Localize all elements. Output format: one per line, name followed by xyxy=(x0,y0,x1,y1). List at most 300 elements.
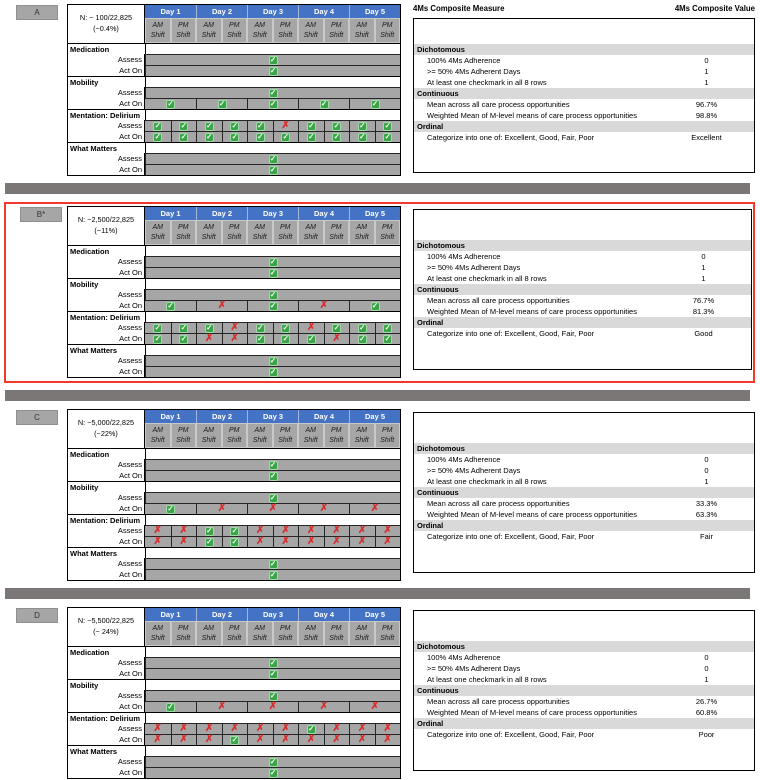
shift-header xyxy=(247,423,273,448)
check-icon: ✓ xyxy=(206,526,213,536)
shift-word-label: Shift xyxy=(227,634,242,642)
day-header: Day 3 xyxy=(247,5,298,18)
m-section-label: Mobility xyxy=(68,278,145,289)
check-icon: ✓ xyxy=(359,334,366,344)
shift-word-label: Shift xyxy=(354,233,369,241)
check-icon: ✓ xyxy=(384,132,391,142)
measure-section-header: Continuous xyxy=(414,487,754,498)
measure-item xyxy=(414,729,754,740)
check-icon: ✓ xyxy=(257,334,264,344)
mark-cell-shift xyxy=(324,322,350,333)
check-icon: ✓ xyxy=(359,132,366,142)
shift-period-label: PM xyxy=(331,22,342,30)
check-icon: ✓ xyxy=(282,132,289,142)
composite-measure-box xyxy=(413,412,755,573)
day-header: Day 5 xyxy=(349,5,400,18)
measure-item xyxy=(414,454,754,465)
shift-header xyxy=(324,423,350,448)
mark-cell-shift xyxy=(145,734,171,745)
shift-header xyxy=(171,220,197,245)
mark-cell-merged xyxy=(145,767,400,778)
shift-period-label: PM xyxy=(382,22,393,30)
check-icon: ✓ xyxy=(269,691,277,701)
shift-word-label: Shift xyxy=(329,31,344,39)
shift-word-label: Shift xyxy=(201,436,216,444)
composite-measure-title: 4Ms Composite Measure xyxy=(413,4,505,13)
mark-cell-shift xyxy=(222,120,248,131)
day-header: Day 2 xyxy=(196,207,247,220)
measure-item-label: Mean across all care process opportunities xyxy=(427,697,570,706)
measure-item-label: Categorize into one of: Excellent, Good, Fair, Poor xyxy=(427,329,595,338)
mark-cell-day xyxy=(247,701,298,712)
x-icon: ✗ xyxy=(256,734,265,745)
x-icon: ✗ xyxy=(281,120,290,131)
mark-cell-shift xyxy=(349,723,375,734)
mark-cell-shift xyxy=(349,333,375,344)
shift-header xyxy=(349,18,375,43)
mark-cell-shift xyxy=(273,131,299,142)
shift-word-label: Shift xyxy=(176,233,191,241)
mark-cell-shift xyxy=(171,333,197,344)
shift-word-label: Shift xyxy=(150,634,165,642)
shift-header xyxy=(349,220,375,245)
check-icon: ✓ xyxy=(308,121,315,131)
check-icon: ✓ xyxy=(180,132,187,142)
mark-cell-shift xyxy=(324,525,350,536)
measure-item xyxy=(414,498,754,509)
shift-word-label: Shift xyxy=(201,233,216,241)
shift-header xyxy=(145,423,171,448)
check-icon: ✓ xyxy=(269,268,277,278)
measure-item-label: 100% 4Ms Adherence xyxy=(427,455,501,464)
shift-period-label: AM xyxy=(305,224,316,232)
measure-item xyxy=(414,674,754,685)
shift-word-label: Shift xyxy=(227,31,242,39)
row-label: Assess xyxy=(68,120,145,131)
shift-word-label: Shift xyxy=(303,233,318,241)
mark-cell-shift xyxy=(145,536,171,547)
mark-cell-shift xyxy=(145,525,171,536)
mark-cell-shift xyxy=(375,120,401,131)
shift-word-label: Shift xyxy=(354,436,369,444)
m-section-label: Mobility xyxy=(68,481,145,492)
shift-header xyxy=(222,621,248,646)
day-header: Day 2 xyxy=(196,5,247,18)
row-label: Assess xyxy=(68,153,145,164)
measure-item-label: Mean across all care process opportunities xyxy=(427,296,570,305)
composite-value-title: 4Ms Composite Value xyxy=(674,4,755,13)
check-icon: ✓ xyxy=(231,537,238,547)
mark-cell-shift xyxy=(324,734,350,745)
x-icon: ✗ xyxy=(332,734,341,745)
shift-word-label: Shift xyxy=(201,31,216,39)
mark-cell-merged xyxy=(145,470,400,481)
shift-period-label: PM xyxy=(280,224,291,232)
x-icon: ✗ xyxy=(358,536,367,547)
shift-header xyxy=(145,220,171,245)
mark-cell-shift xyxy=(145,322,171,333)
shift-word-label: Shift xyxy=(176,634,191,642)
mark-cell-shift xyxy=(349,734,375,745)
population-percent: (~11%) xyxy=(94,226,118,235)
shift-period-label: AM xyxy=(152,625,163,633)
row-label: Assess xyxy=(68,492,145,503)
check-icon: ✓ xyxy=(269,88,277,98)
measure-section-header: Ordinal xyxy=(414,718,754,729)
check-icon: ✓ xyxy=(333,132,340,142)
measure-item-value: 1 xyxy=(701,274,706,283)
x-icon: ✗ xyxy=(179,734,188,745)
x-icon: ✗ xyxy=(383,525,392,536)
measure-item-label: 100% 4Ms Adherence xyxy=(427,56,501,65)
check-icon: ✓ xyxy=(180,121,187,131)
check-icon: ✓ xyxy=(154,121,161,131)
measure-section-header: Dichotomous xyxy=(414,641,754,652)
x-icon: ✗ xyxy=(281,734,290,745)
check-icon: ✓ xyxy=(359,323,366,333)
measure-section-header: Continuous xyxy=(414,88,754,99)
mark-cell-day xyxy=(349,98,400,109)
check-icon: ✓ xyxy=(154,323,161,333)
x-icon: ✗ xyxy=(179,723,188,734)
x-icon: ✗ xyxy=(281,536,290,547)
mark-cell-merged xyxy=(145,657,400,668)
m-section-label: Medication xyxy=(68,245,145,256)
m-section-spacer xyxy=(145,43,400,54)
check-icon: ✓ xyxy=(269,165,277,175)
shift-period-label: AM xyxy=(203,22,214,30)
check-icon: ✓ xyxy=(231,735,238,745)
x-icon: ✗ xyxy=(153,525,162,536)
row-label: Act On xyxy=(68,366,145,377)
composite-column-D xyxy=(413,607,755,771)
shift-header xyxy=(349,423,375,448)
shift-word-label: Shift xyxy=(380,634,395,642)
population-count: N: ~5,500/22,825 xyxy=(77,616,135,626)
day-header: Day 4 xyxy=(298,410,349,423)
mark-cell-shift xyxy=(375,723,401,734)
mark-cell-shift xyxy=(349,525,375,536)
row-label: Assess xyxy=(68,723,145,734)
check-icon: ✓ xyxy=(231,121,238,131)
shift-header xyxy=(222,18,248,43)
separator-bar xyxy=(5,183,750,194)
x-icon: ✗ xyxy=(230,322,239,333)
measure-item xyxy=(414,306,751,317)
shift-period-label: PM xyxy=(280,427,291,435)
shift-word-label: Shift xyxy=(380,233,395,241)
shift-period-label: AM xyxy=(305,625,316,633)
measure-item-value: 0 xyxy=(704,466,709,475)
shift-period-label: AM xyxy=(356,427,367,435)
row-label: Act On xyxy=(68,734,145,745)
check-icon: ✓ xyxy=(154,132,161,142)
x-icon: ✗ xyxy=(358,734,367,745)
mark-cell-merged xyxy=(145,756,400,767)
adherence-grid-C xyxy=(67,409,401,581)
x-icon: ✗ xyxy=(332,723,341,734)
mark-cell-shift xyxy=(298,131,324,142)
x-icon: ✗ xyxy=(307,525,316,536)
m-section-label: Mentation: Delirium xyxy=(68,311,145,322)
shift-word-label: Shift xyxy=(278,233,293,241)
shift-word-label: Shift xyxy=(252,436,267,444)
check-icon: ✓ xyxy=(206,121,213,131)
mark-cell-merged xyxy=(145,558,400,569)
measure-item-label: At least one checkmark in all 8 rows xyxy=(427,477,547,486)
mark-cell-shift xyxy=(171,120,197,131)
shift-word-label: Shift xyxy=(176,436,191,444)
x-icon: ✗ xyxy=(230,723,239,734)
m-section-label: Medication xyxy=(68,43,145,54)
measure-item-value: 33.3% xyxy=(695,499,718,508)
population-percent: (~ 24%) xyxy=(93,627,119,636)
check-icon: ✓ xyxy=(257,132,264,142)
shift-header xyxy=(298,220,324,245)
shift-period-label: PM xyxy=(178,22,189,30)
m-section-spacer xyxy=(145,142,400,153)
shift-word-label: Shift xyxy=(227,436,242,444)
row-label: Act On xyxy=(68,767,145,778)
shift-header xyxy=(375,18,401,43)
adherence-grid-B xyxy=(67,206,401,378)
shift-header xyxy=(171,621,197,646)
m-section-label: Medication xyxy=(68,646,145,657)
composite-measure-box xyxy=(413,610,755,771)
day-header: Day 3 xyxy=(247,207,298,220)
measure-item-label: >= 50% 4Ms Adherent Days xyxy=(427,263,521,272)
m-section-spacer xyxy=(145,448,400,459)
panel-D xyxy=(4,607,755,779)
day-header: Day 3 xyxy=(247,608,298,621)
population-percent: (~22%) xyxy=(94,429,118,438)
mark-cell-merged xyxy=(145,267,400,278)
check-icon: ✓ xyxy=(257,323,264,333)
mark-cell-shift xyxy=(324,333,350,344)
row-label: Act On xyxy=(68,569,145,580)
shift-header xyxy=(298,18,324,43)
mark-cell-merged xyxy=(145,164,400,175)
check-icon: ✓ xyxy=(154,334,161,344)
mark-cell-merged xyxy=(145,569,400,580)
measure-section-header: Ordinal xyxy=(414,121,754,132)
measure-item xyxy=(414,707,754,718)
mark-cell-shift xyxy=(171,322,197,333)
m-section-label: Mobility xyxy=(68,76,145,87)
shift-header xyxy=(171,423,197,448)
shift-period-label: AM xyxy=(356,224,367,232)
shift-word-label: Shift xyxy=(303,634,318,642)
row-label: Assess xyxy=(68,289,145,300)
highlight-frame xyxy=(4,202,755,383)
m-section-spacer xyxy=(145,109,400,120)
check-icon: ✓ xyxy=(269,99,277,109)
measure-item-value: 0 xyxy=(704,664,709,673)
measure-section-header: Ordinal xyxy=(414,520,754,531)
x-icon: ✗ xyxy=(332,525,341,536)
mark-cell-shift xyxy=(247,322,273,333)
shift-header xyxy=(196,220,222,245)
x-icon: ✗ xyxy=(307,322,316,333)
shift-period-label: AM xyxy=(203,625,214,633)
row-label: Act On xyxy=(68,470,145,481)
check-icon: ✓ xyxy=(269,55,277,65)
x-icon: ✗ xyxy=(153,723,162,734)
mark-cell-merged xyxy=(145,668,400,679)
mark-cell-shift xyxy=(273,322,299,333)
row-label: Assess xyxy=(68,54,145,65)
x-icon: ✗ xyxy=(153,734,162,745)
check-icon: ✓ xyxy=(180,323,187,333)
check-icon: ✓ xyxy=(371,99,379,109)
mark-cell-day xyxy=(247,503,298,514)
row-label: Act On xyxy=(68,65,145,76)
shift-word-label: Shift xyxy=(252,634,267,642)
shift-period-label: AM xyxy=(152,427,163,435)
panel-label-A: A xyxy=(16,5,58,20)
mark-cell-shift xyxy=(273,723,299,734)
measure-item-label: Weighted Mean of M-level means of care process opportunities xyxy=(427,708,637,717)
mark-cell-merged xyxy=(145,355,400,366)
m-section-spacer xyxy=(145,547,400,558)
shift-word-label: Shift xyxy=(329,634,344,642)
mark-cell-shift xyxy=(247,131,273,142)
mark-cell-day xyxy=(196,503,247,514)
shift-word-label: Shift xyxy=(354,634,369,642)
mark-cell-shift xyxy=(196,734,222,745)
mark-cell-shift xyxy=(145,120,171,131)
x-icon: ✗ xyxy=(281,723,290,734)
shift-header xyxy=(247,220,273,245)
measure-item xyxy=(414,663,754,674)
shift-header xyxy=(375,423,401,448)
shift-header xyxy=(222,220,248,245)
x-icon: ✗ xyxy=(256,536,265,547)
shift-period-label: PM xyxy=(280,625,291,633)
shift-period-label: AM xyxy=(254,22,265,30)
row-label: Assess xyxy=(68,355,145,366)
x-icon: ✗ xyxy=(217,503,227,514)
mark-cell-shift xyxy=(349,322,375,333)
m-section-spacer xyxy=(145,745,400,756)
measure-item-value: Poor xyxy=(698,730,715,739)
measure-section-header: Continuous xyxy=(414,685,754,696)
check-icon: ✓ xyxy=(206,323,213,333)
mark-cell-day xyxy=(349,503,400,514)
m-section-spacer xyxy=(145,712,400,723)
x-icon: ✗ xyxy=(268,503,278,514)
mark-cell-shift xyxy=(273,536,299,547)
composite-measure-box xyxy=(413,209,752,370)
check-icon: ✓ xyxy=(371,301,379,311)
check-icon: ✓ xyxy=(384,121,391,131)
measure-item xyxy=(414,110,754,121)
shift-period-label: PM xyxy=(382,224,393,232)
shift-period-label: AM xyxy=(356,22,367,30)
mark-cell-merged xyxy=(145,153,400,164)
shift-period-label: PM xyxy=(382,625,393,633)
day-header: Day 5 xyxy=(349,410,400,423)
measure-item-value: 1 xyxy=(704,67,709,76)
x-icon: ✗ xyxy=(383,734,392,745)
row-label: Act On xyxy=(68,701,145,712)
check-icon: ✓ xyxy=(359,121,366,131)
measure-item-value: 98.8% xyxy=(695,111,718,120)
day-header: Day 5 xyxy=(349,207,400,220)
x-icon: ✗ xyxy=(153,536,162,547)
mark-cell-shift xyxy=(375,536,401,547)
shift-period-label: AM xyxy=(203,427,214,435)
measure-item-label: >= 50% 4Ms Adherent Days xyxy=(427,664,521,673)
mark-cell-shift xyxy=(247,723,273,734)
m-section-spacer xyxy=(145,679,400,690)
shift-word-label: Shift xyxy=(329,233,344,241)
shift-period-label: PM xyxy=(178,224,189,232)
measure-section-header: Dichotomous xyxy=(414,44,754,55)
shift-period-label: PM xyxy=(178,427,189,435)
x-icon: ✗ xyxy=(256,525,265,536)
shift-word-label: Shift xyxy=(201,634,216,642)
shift-period-label: AM xyxy=(254,224,265,232)
day-header: Day 2 xyxy=(196,410,247,423)
x-icon: ✗ xyxy=(205,734,214,745)
row-label: Assess xyxy=(68,657,145,668)
measure-item-value: 81.3% xyxy=(692,307,715,316)
panel-label-B: B* xyxy=(20,207,62,222)
mark-cell-shift xyxy=(298,333,324,344)
mark-cell-shift xyxy=(171,525,197,536)
x-icon: ✗ xyxy=(268,701,278,712)
measure-item-label: Weighted Mean of M-level means of care process opportunities xyxy=(427,510,637,519)
mark-cell-shift xyxy=(349,536,375,547)
row-label: Assess xyxy=(68,87,145,98)
check-icon: ✓ xyxy=(231,526,238,536)
day-header: Day 4 xyxy=(298,207,349,220)
panel-gutter xyxy=(8,206,67,222)
population-count: N: ~5,000/22,825 xyxy=(77,418,135,428)
population-label xyxy=(68,5,145,43)
mark-cell-shift xyxy=(196,131,222,142)
check-icon: ✓ xyxy=(167,504,174,514)
mark-cell-shift xyxy=(145,723,171,734)
shift-word-label: Shift xyxy=(252,233,267,241)
shift-word-label: Shift xyxy=(303,31,318,39)
mark-cell-shift xyxy=(171,536,197,547)
day-header: Day 5 xyxy=(349,608,400,621)
shift-period-label: AM xyxy=(305,22,316,30)
mark-cell-day xyxy=(349,300,400,311)
measure-item-label: Weighted Mean of M-level means of care process opportunities xyxy=(427,307,637,316)
mark-cell-shift xyxy=(273,333,299,344)
shift-header xyxy=(222,423,248,448)
check-icon: ✓ xyxy=(269,301,277,311)
m-section-label: What Matters xyxy=(68,547,145,558)
mark-cell-shift xyxy=(222,322,248,333)
measure-item-label: Categorize into one of: Excellent, Good, Fair, Poor xyxy=(427,133,595,142)
panel-label-D: D xyxy=(16,608,58,623)
measure-section-header: Dichotomous xyxy=(414,240,751,251)
x-icon: ✗ xyxy=(307,536,316,547)
mark-cell-day xyxy=(298,98,349,109)
m-section-spacer xyxy=(145,646,400,657)
mark-cell-merged xyxy=(145,459,400,470)
measure-item-label: Categorize into one of: Excellent, Good, Fair, Poor xyxy=(427,730,595,739)
mark-cell-shift xyxy=(222,723,248,734)
measure-item xyxy=(414,99,754,110)
row-label: Assess xyxy=(68,558,145,569)
shift-period-label: PM xyxy=(178,625,189,633)
measure-item-label: 100% 4Ms Adherence xyxy=(427,653,501,662)
